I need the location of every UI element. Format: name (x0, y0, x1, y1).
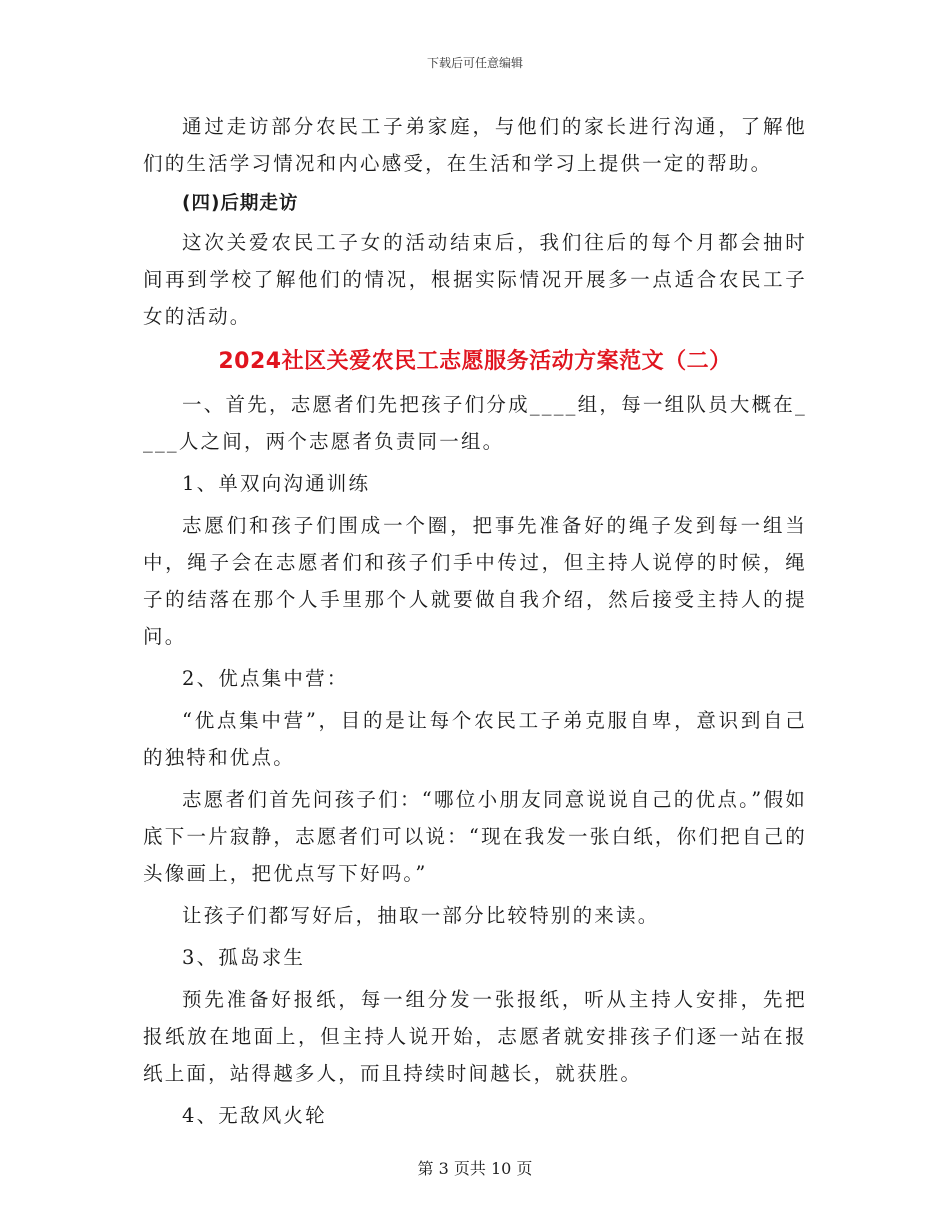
page-footer: 第 3 页共 10 页 (417, 1159, 533, 1178)
page-header: 下载后可任意编辑 (426, 56, 523, 70)
paragraph-item-2-read: 让孩子们都写好后，抽取一部分比较特别的来读。 (182, 904, 660, 927)
section-heading-text: (四)后期走访 (182, 193, 299, 214)
document-body (143, 108, 807, 1139)
paragraph-later-visit: 这次关爱农民工子女的活动结束后，我们往后的每个月都会抽时间再到学校了解他们的情况，根据实际情况开展多一点适合农民工子女的活动。 (143, 231, 807, 328)
paragraph-item-2-intro: “优点集中营”，目的是让每个农民工子弟克服自卑，意识到自己的独特和优点。 (143, 709, 807, 769)
item-heading-2: 2、优点集中营： (182, 667, 349, 690)
section-heading-later-visit (143, 184, 807, 222)
paragraph-home-visit: 通过走访部分农民工子弟家庭，与他们的家长进行沟通，了解他们的生活学习情况和内心感受，在生活和学习上提供一定的帮助。 (143, 115, 807, 175)
item-heading-3: 3、孤岛求生 (182, 946, 306, 969)
paragraph-item-3: 预先准备好报纸，每一组分发一张报纸，听从主持人安排，先把报纸放在地面上，但主持人说开始，志愿者就安排孩子们逐一站在报纸上面，站得越多人，而且持续时间越长，就获胜。 (143, 988, 807, 1085)
paragraph-item-2-detail: 志愿者们首先问孩子们：“哪位小朋友同意说说自己的优点。”假如底下一片寂静，志愿者们可以说：“现在我发一张白纸，你们把自己的头像画上，把优点写下好吗。” (143, 788, 807, 885)
paragraph-item-1: 志愿们和孩子们围成一个圈，把事先准备好的绳子发到每一组当中，绳子会在志愿者们和孩子们手中传过，但主持人说停的时候，绳子的结落在那个人手里那个人就要做自我介绍，然后接受主持人的提问。 (143, 514, 807, 648)
paragraph-grouping: 一、首先，志愿者们先把孩子们分成____组，每一组队员大概在____人之间，两个志愿者负责同一组。 (143, 393, 807, 453)
item-heading-1: 1、单双向沟通训练 (182, 472, 371, 495)
item-heading-4: 4、无敌风火轮 (182, 1104, 327, 1127)
document-title: 2024社区关爱农民工志愿服务活动方案范文（二） (218, 349, 732, 374)
